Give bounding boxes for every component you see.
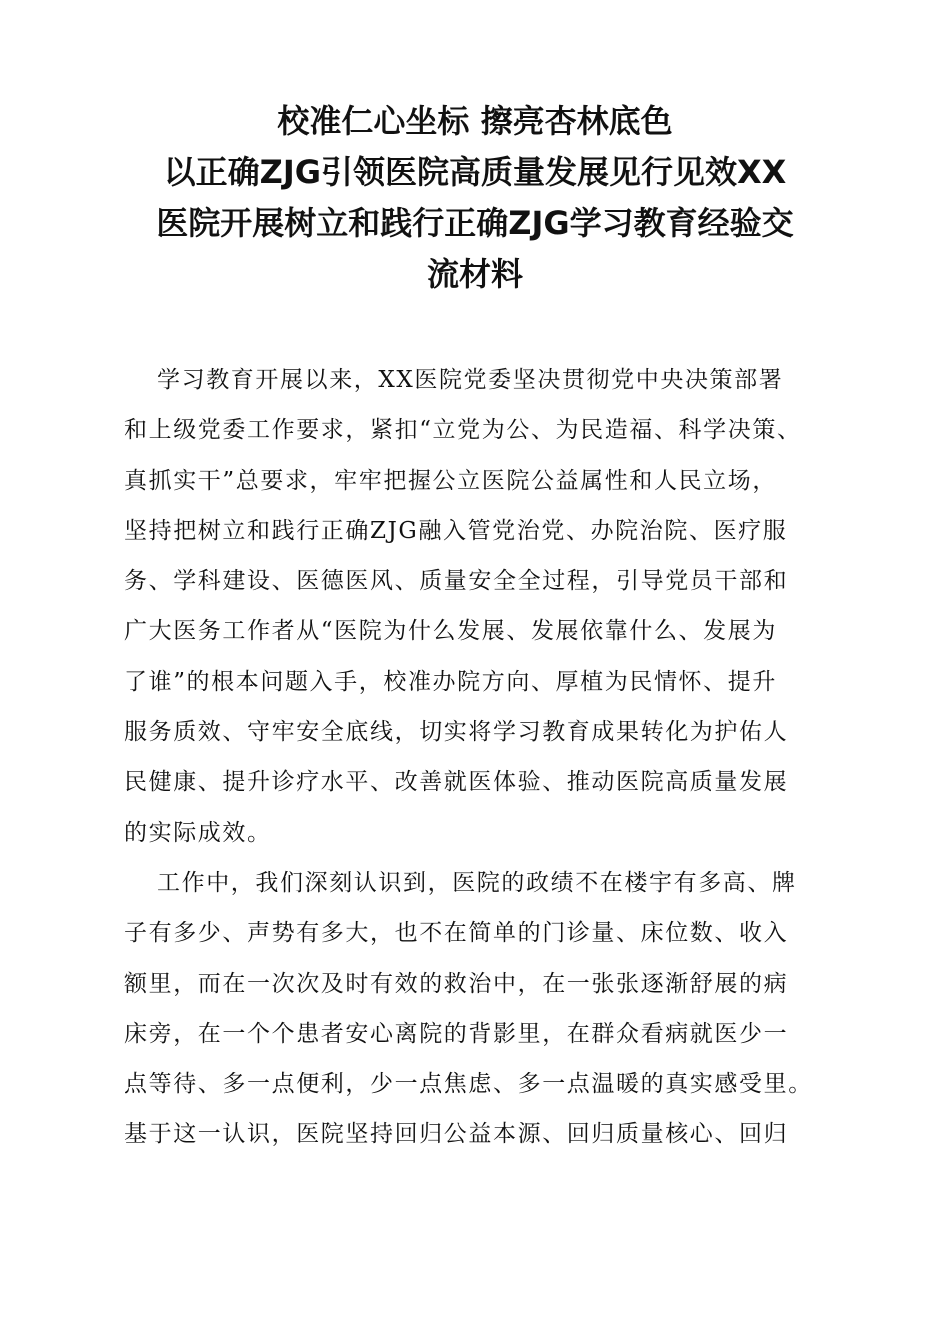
- paragraph-2-line-6: 基于这一认识，医院坚持回归公益本源、回归质量核心、回归: [124, 1121, 789, 1148]
- title-line-1: 校准仁心坐标 擦亮杏林底色: [277, 102, 673, 140]
- paragraph-1-line-2: 和上级党委工作要求，紧扣“立党为公、为民造福、科学决策、: [124, 417, 802, 444]
- paragraph-2-line-5: 点等待、多一点便利，少一点焦虑、多一点温暖的真实感受里。: [124, 1071, 813, 1098]
- paragraph-1-line-9: 民健康、提升诊疗水平、改善就医体验、推动医院高质量发展: [124, 769, 789, 796]
- title-line-3: 医院开展树立和践行正确ZJG学习教育经验交: [156, 204, 794, 242]
- paragraph-1-line-1: 学习教育开展以来，XX医院党委坚决贯彻党中央决策部署: [157, 367, 784, 393]
- paragraph-2-line-3: 额里，而在一次次及时有效的救治中，在一张张逐渐舒展的病: [124, 970, 789, 997]
- paragraph-1-line-5: 务、学科建设、医德医风、质量安全全过程，引导党员干部和: [124, 568, 789, 595]
- paragraph-1-line-8: 服务质效、守牢安全底线，切实将学习教育成果转化为护佑人: [124, 719, 789, 746]
- paragraph-2-line-2: 子有多少、声势有多大，也不在简单的门诊量、床位数、收入: [124, 920, 789, 947]
- paragraph-1-line-6: 广大医务工作者从“医院为什么发展、发展依靠什么、发展为: [124, 618, 777, 645]
- paragraph-2-line-1: 工作中，我们深刻认识到，医院的政绩不在楼宇有多高、牌: [157, 869, 797, 896]
- paragraph-1-line-3: 真抓实干”总要求，牢牢把握公立医院公益属性和人民立场，: [124, 467, 777, 494]
- paragraph-1-line-4: 坚持把树立和践行正确ZJG融入管党治党、办院治院、医疗服: [124, 517, 788, 544]
- title-line-2: 以正确ZJG引领医院高质量发展见行见效XX: [163, 153, 787, 191]
- paragraph-1-line-7: 了谁”的根本问题入手，校准办院方向、厚植为民情怀、提升: [124, 668, 777, 695]
- paragraph-2-line-4: 床旁，在一个个患者安心离院的背影里，在群众看病就医少一: [124, 1020, 789, 1047]
- title-line-4: 流材料: [426, 255, 523, 293]
- document-title: [120, 96, 830, 300]
- document-body: [124, 355, 830, 1160]
- paragraph-1-line-10: 的实际成效。: [124, 819, 272, 846]
